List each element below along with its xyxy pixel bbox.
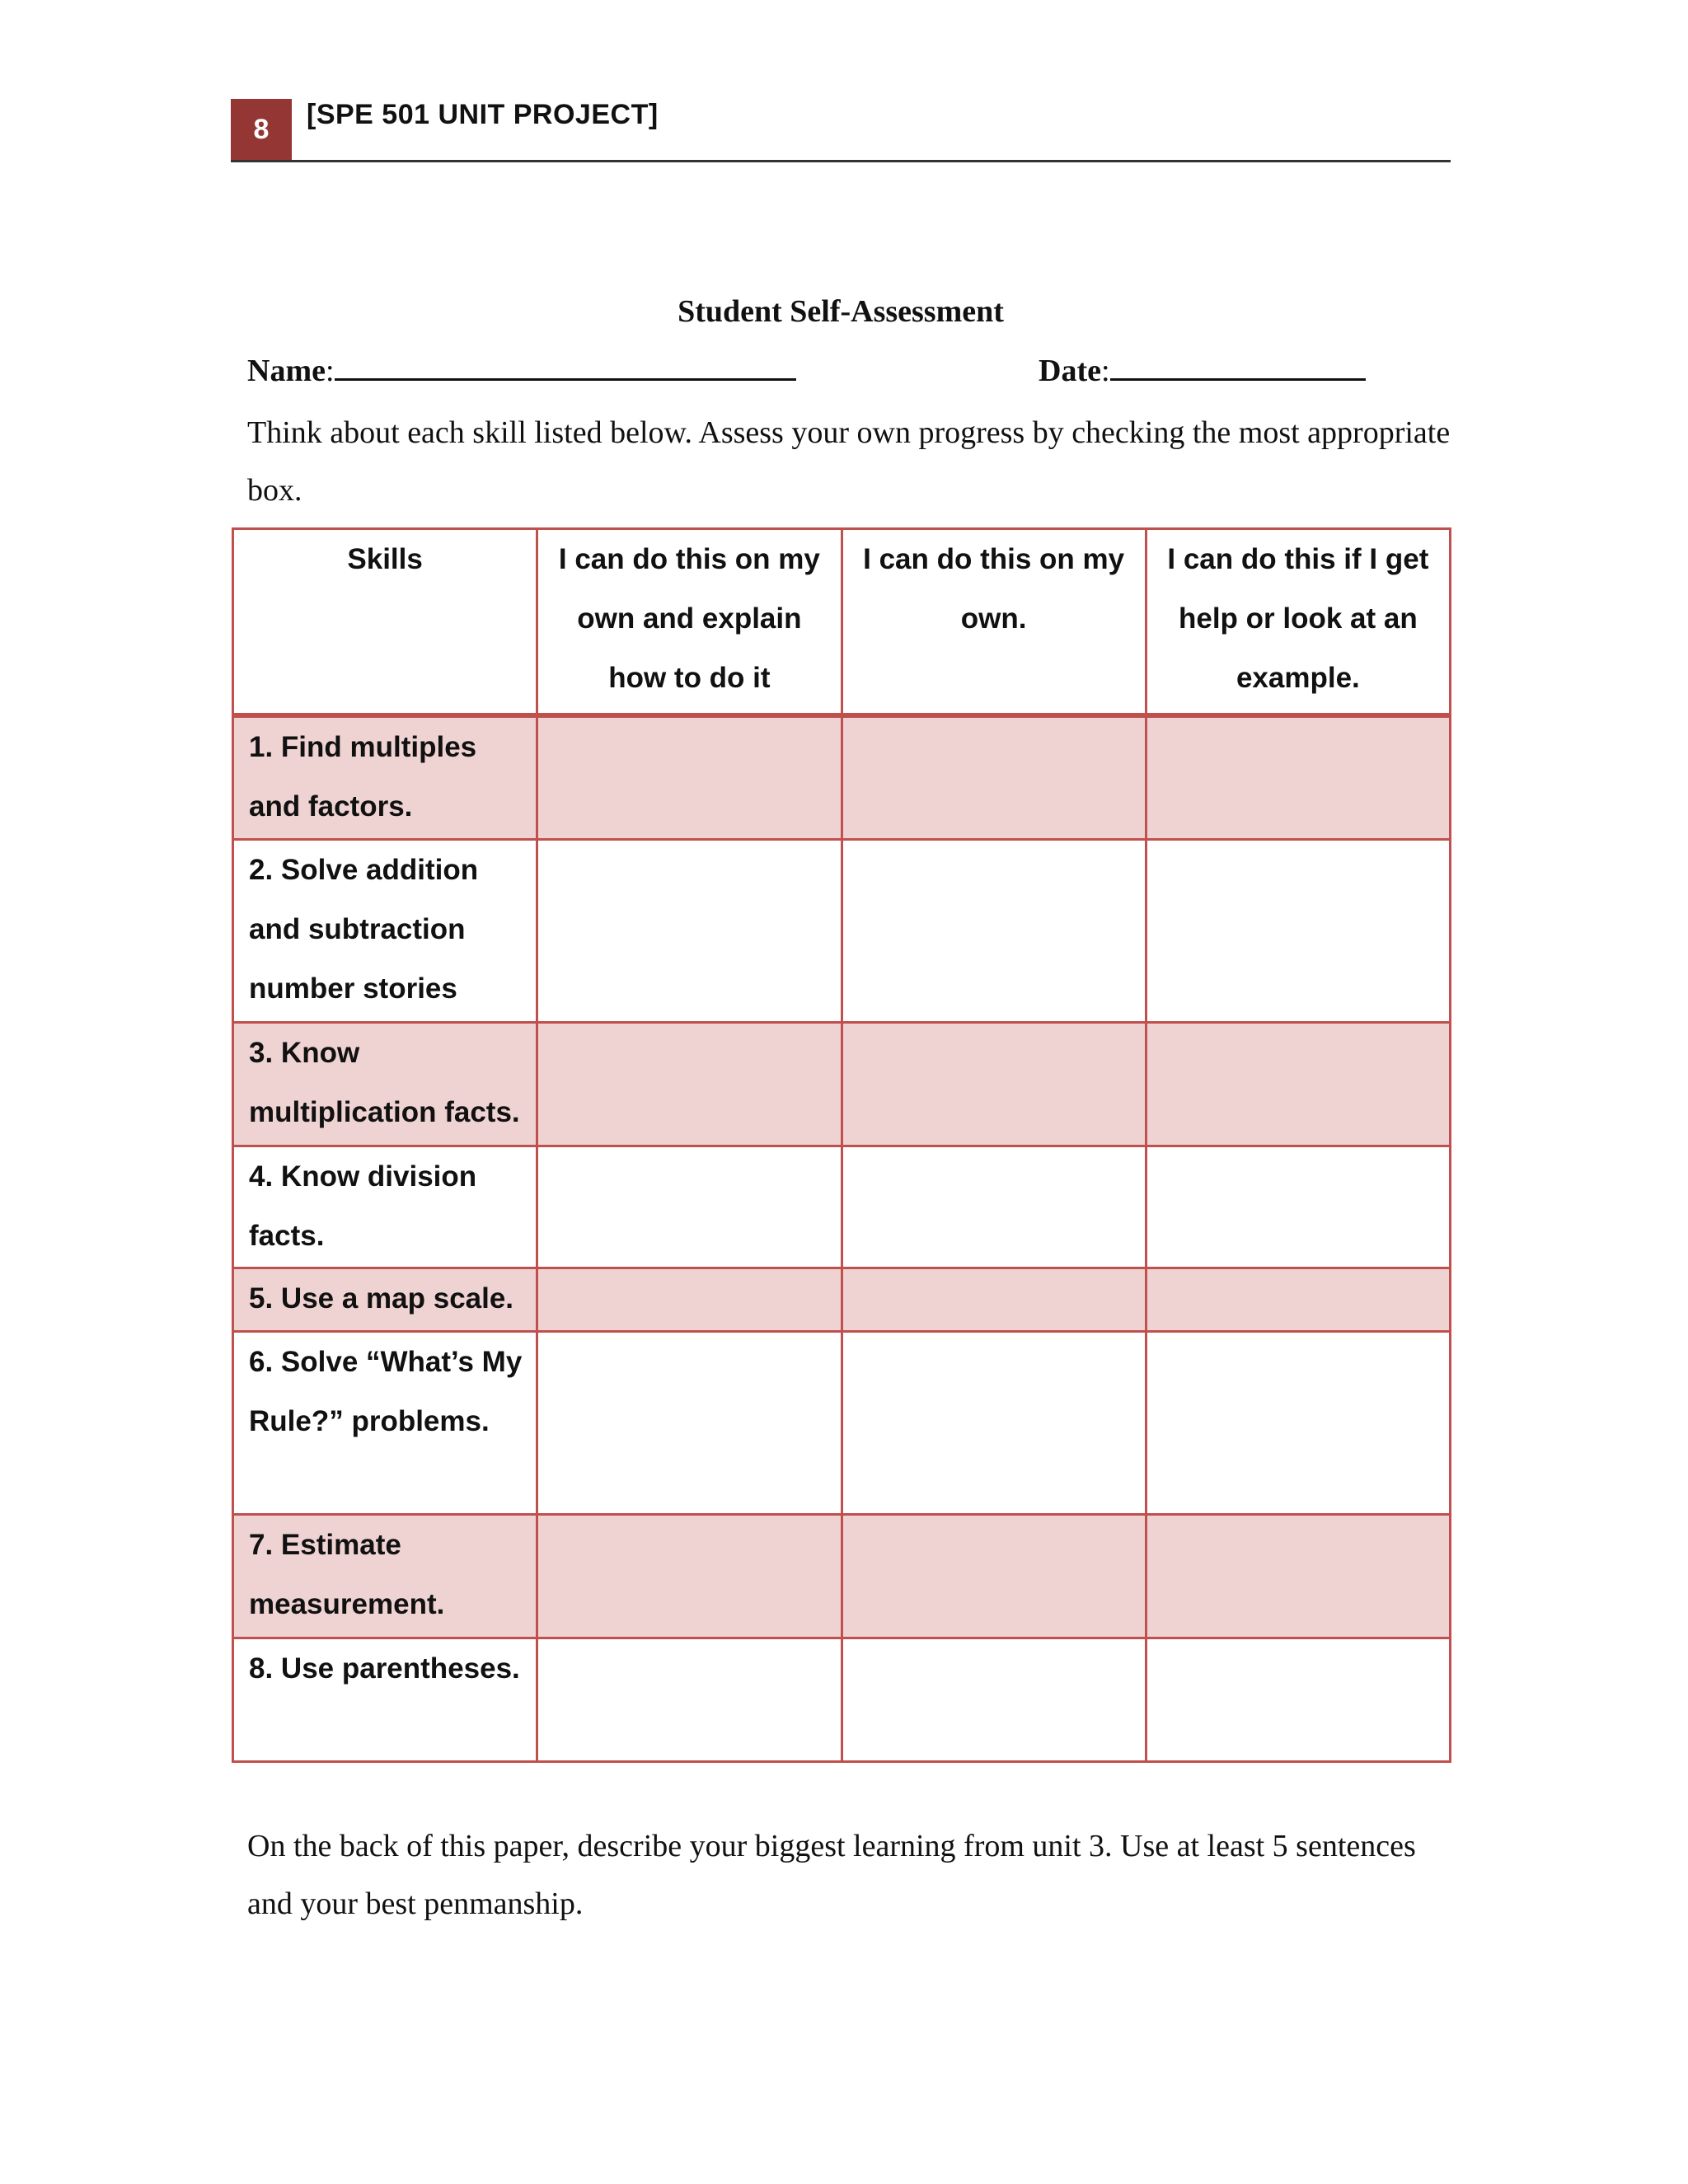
date-label: Date: [1039, 354, 1101, 388]
checkbox-cell-help[interactable]: [1146, 1146, 1450, 1268]
name-blank-line[interactable]: [335, 354, 796, 381]
checkbox-cell-explain[interactable]: [537, 839, 842, 1022]
table-row: [233, 839, 1451, 1022]
skill-cell: 7. Estimate measurement.: [233, 1514, 537, 1638]
page-number: 8: [231, 99, 292, 160]
table-header-row: [233, 529, 1451, 716]
name-field[interactable]: Name:: [247, 353, 796, 389]
checkbox-cell-help[interactable]: [1146, 1514, 1450, 1638]
skill-cell: 8. Use parentheses.: [233, 1638, 537, 1761]
checkbox-cell-own[interactable]: [842, 1638, 1146, 1761]
name-label: Name: [247, 354, 326, 388]
checkbox-cell-own[interactable]: [842, 839, 1146, 1022]
date-field[interactable]: Date:: [1039, 353, 1366, 389]
checkbox-cell-own[interactable]: [842, 715, 1146, 839]
column-header-skills: Skills: [233, 529, 537, 716]
checkbox-cell-explain[interactable]: [537, 1146, 842, 1268]
form-title: Student Self-Assessment: [678, 294, 1004, 329]
table-row: [233, 715, 1451, 839]
checkbox-cell-explain[interactable]: [537, 1268, 842, 1331]
checkbox-cell-own[interactable]: [842, 1146, 1146, 1268]
checkbox-cell-explain[interactable]: [537, 715, 842, 839]
skill-cell: 5. Use a map scale.: [233, 1268, 537, 1331]
checkbox-cell-help[interactable]: [1146, 839, 1450, 1022]
checkbox-cell-help[interactable]: [1146, 1331, 1450, 1514]
checkbox-cell-own[interactable]: [842, 1268, 1146, 1331]
checkbox-cell-explain[interactable]: [537, 1638, 842, 1761]
table-row: [233, 1638, 1451, 1761]
skill-cell: 2. Solve addition and subtraction number stories: [233, 839, 537, 1022]
date-blank-line[interactable]: [1110, 354, 1366, 381]
checkbox-cell-explain[interactable]: [537, 1514, 842, 1638]
closing-instructions: On the back of this paper, describe your biggest learning from unit 3. Use at least 5 sentences and your best penmanship.: [247, 1829, 1416, 1921]
checkbox-cell-help[interactable]: [1146, 1022, 1450, 1146]
table-row: [233, 1331, 1451, 1514]
skill-cell: 3. Know multiplication facts.: [233, 1022, 537, 1146]
checkbox-cell-help[interactable]: [1146, 1268, 1450, 1331]
checkbox-cell-help[interactable]: [1146, 1638, 1450, 1761]
page-header: [231, 99, 1451, 162]
table-row: [233, 1146, 1451, 1268]
skill-cell: 6. Solve “What’s My Rule?” problems.: [233, 1331, 537, 1514]
header-title: [SPE 501 UNIT PROJECT]: [307, 99, 659, 130]
instructions-text: Think about each skill listed below. Assess your own progress by checking the most appropriate box.: [247, 415, 1451, 508]
table-row: [233, 1514, 1451, 1638]
column-header-help: I can do this if I get help or look at an example.: [1146, 529, 1450, 716]
column-header-own: I can do this on my own.: [842, 529, 1146, 716]
column-header-explain: I can do this on my own and explain how to do it: [537, 529, 842, 716]
checkbox-cell-own[interactable]: [842, 1331, 1146, 1514]
skill-cell: 4. Know division facts.: [233, 1146, 537, 1268]
checkbox-cell-help[interactable]: [1146, 715, 1450, 839]
table-row: [233, 1022, 1451, 1146]
table-row: [233, 1268, 1451, 1331]
checkbox-cell-explain[interactable]: [537, 1331, 842, 1514]
checkbox-cell-own[interactable]: [842, 1022, 1146, 1146]
skill-cell: 1. Find multiples and factors.: [233, 715, 537, 839]
self-assessment-table: [232, 527, 1451, 1763]
checkbox-cell-explain[interactable]: [537, 1022, 842, 1146]
checkbox-cell-own[interactable]: [842, 1514, 1146, 1638]
